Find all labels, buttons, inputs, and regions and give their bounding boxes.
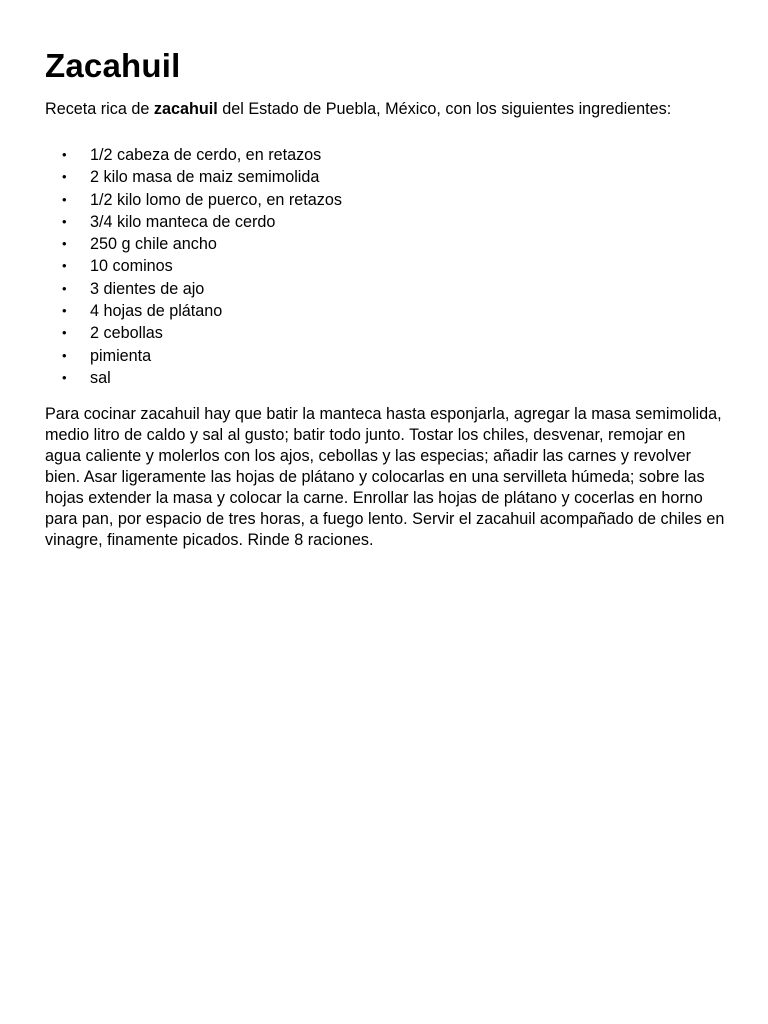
ingredient-item bbox=[45, 255, 725, 277]
ingredient-item bbox=[45, 367, 725, 389]
bullet-icon: • bbox=[62, 258, 67, 274]
bullet-icon: • bbox=[62, 213, 67, 229]
ingredient-text: 3 dientes de ajo bbox=[90, 279, 205, 298]
ingredient-text: 250 g chile ancho bbox=[90, 235, 217, 254]
document-page bbox=[45, 47, 725, 551]
ingredient-item bbox=[45, 166, 725, 188]
ingredient-item bbox=[45, 345, 725, 367]
ingredient-text: 2 cebollas bbox=[90, 324, 163, 343]
ingredient-text: 4 hojas de plátano bbox=[90, 302, 223, 321]
ingredient-text: 10 cominos bbox=[90, 257, 173, 276]
method-paragraph: Para cocinar zacahuil hay que batir la manteca hasta esponjarla, agregar la masa semimolida, medio litro de caldo y sal al gusto; batir todo junto. Tostar los chiles, desvenar, remojar en agua caliente y molerlos con los ajos, cebollas y las especias; añadir las carnes y revolver bien. Asar ligeramente las hojas de plátano y colocarlas en una servilleta húmeda; sobre las hojas extender la masa y colocar la carne. Enrollar las hojas de plátano y cocerlas en horno para pan, por espacio de tres horas, a fuego lento. Servir el zacahuil acompañado de chiles en vinagre, finamente picados. Rinde 8 raciones. bbox=[45, 405, 725, 550]
bullet-icon: • bbox=[62, 347, 67, 363]
bullet-icon: • bbox=[62, 303, 67, 319]
ingredient-text: 1/2 cabeza de cerdo, en retazos bbox=[90, 146, 322, 164]
bullet-icon: • bbox=[62, 325, 67, 341]
bullet-icon: • bbox=[62, 369, 67, 385]
ingredient-text: 2 kilo masa de maiz semimolida bbox=[90, 168, 320, 187]
bullet-icon: • bbox=[62, 169, 67, 185]
bullet-icon: • bbox=[62, 147, 67, 162]
intro-text-before: Receta rica de bbox=[45, 100, 154, 118]
recipe-title: Zacahuil bbox=[45, 47, 181, 84]
ingredient-item bbox=[45, 300, 725, 322]
ingredient-item bbox=[45, 189, 725, 211]
ingredient-text: pimienta bbox=[90, 346, 152, 365]
bullet-icon: • bbox=[62, 280, 67, 296]
ingredient-item bbox=[45, 233, 725, 255]
ingredient-text: 3/4 kilo manteca de cerdo bbox=[90, 212, 276, 231]
ingredient-item bbox=[45, 278, 725, 300]
bullet-icon: • bbox=[62, 191, 67, 207]
intro-text-after: del Estado de Puebla, México, con los siguientes ingredientes: bbox=[217, 100, 672, 118]
ingredient-item bbox=[45, 211, 725, 233]
ingredient-item bbox=[45, 144, 725, 166]
ingredient-item bbox=[45, 322, 725, 344]
intro-paragraph bbox=[45, 98, 725, 120]
bullet-icon: • bbox=[62, 236, 67, 252]
ingredient-text: sal bbox=[90, 368, 111, 387]
ingredient-list bbox=[45, 144, 725, 389]
intro-bold-term: zacahuil bbox=[153, 100, 218, 118]
ingredient-text: 1/2 kilo lomo de puerco, en retazos bbox=[90, 190, 342, 209]
